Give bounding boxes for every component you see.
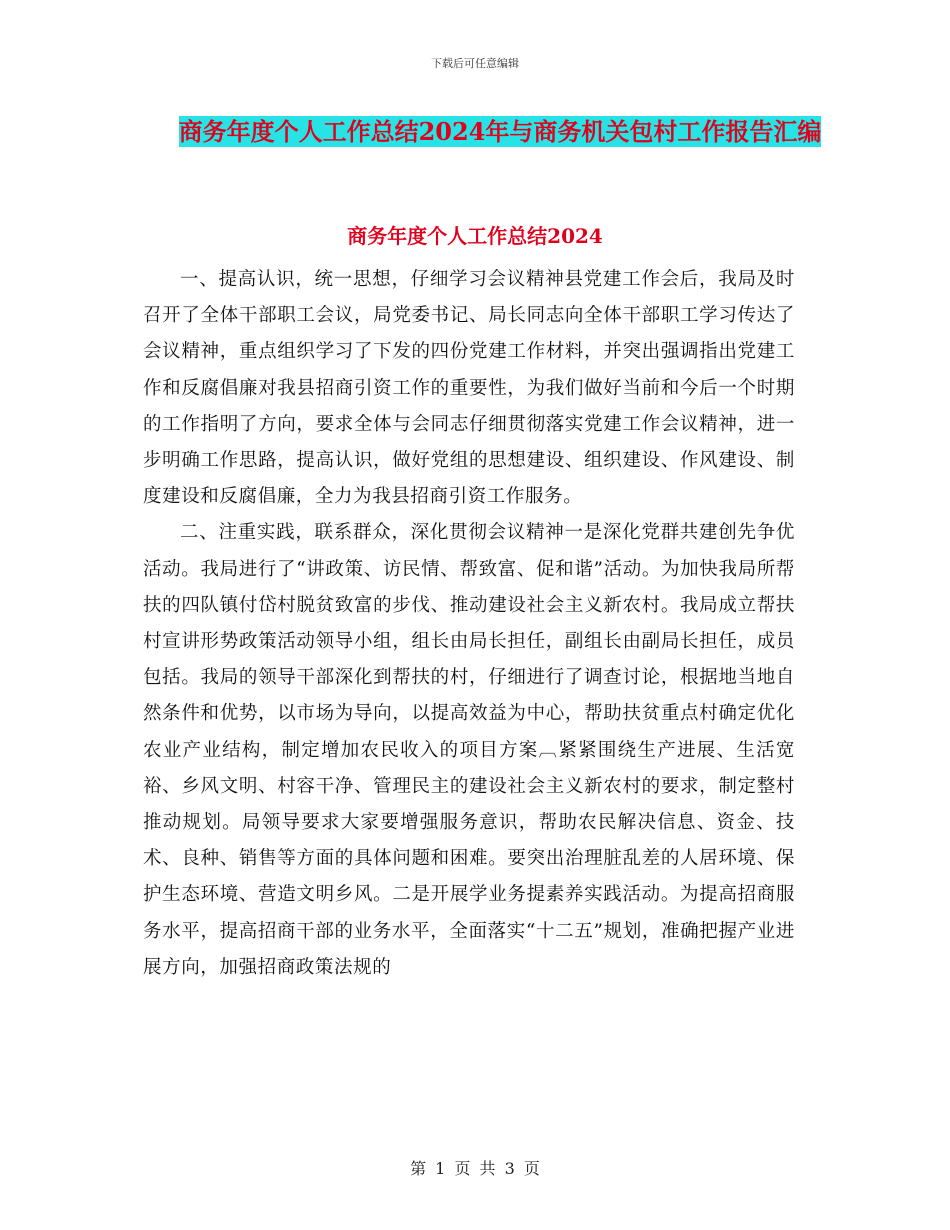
paragraph: 一、提高认识，统一思想，仔细学习会议精神县党建工作会后，我局及时召开了全体干部职工会议，局党委书记、局长同志向全体干部职工学习传达了会议精神，重点组织学习了下发的四份党建工作材料，并突出强调指出党建工作和反腐倡廉对我县招商引资工作的重要性，为我们做好当前和今后一个时期的工作指明了方向，要求全体与会同志仔细贯彻落实党建工作会议精神，进一步明确工作思路，提高认识，做好党组的思想建设、组织建设、作风建设、制度建设和反腐倡廉，全力为我县招商引资工作服务。 xyxy=(143,269,795,508)
document-title-text: 商务年度个人工作总结2024年与商务机关包村工作报告汇编 xyxy=(178,117,822,146)
section-title: 商务年度个人工作总结2024 xyxy=(347,224,603,248)
document-title xyxy=(150,110,850,154)
page-number-footer: 第 1 页 共 3 页 xyxy=(410,1159,540,1178)
header-note: 下载后可任意编辑 xyxy=(431,57,519,70)
document-body xyxy=(143,262,795,986)
paragraph: 二、注重实践，联系群众，深化贯彻会议精神一是深化党群共建创先争优活动。我局进行了“讲政策、访民情、帮致富、促和谐”活动。为加快我局所帮扶的四队镇付岱村脱贫致富的步伐、推动建设社会主义新农村。我局成立帮扶村宣讲形势政策活动领导小组，组长由局长担任，副组长由副局长担任，成员包括。我局的领导干部深化到帮扶的村，仔细进行了调查讨论，根据地当地自然条件和优势，以市场为导向，以提高效益为中心，帮助扶贫重点村确定优化农业产业结构，制定增加农民收入的项目方案︹紧紧围绕生产进展、生活宽裕、乡风文明、村容干净、管理民主的建设社会主义新农村的要求，制定整村推动规划。局领导要求大家要增强服务意识，帮助农民解决信息、资金、技术、良种、销售等方面的具体问题和困难。要突出治理脏乱差的人居环境、保护生态环境、营造文明乡风。二是开展学业务提素养实践活动。为提高招商服务水平，提高招商干部的业务水平，全面落实“十二五”规划，准确把握产业进展方向，加强招商政策法规的 xyxy=(143,522,795,978)
